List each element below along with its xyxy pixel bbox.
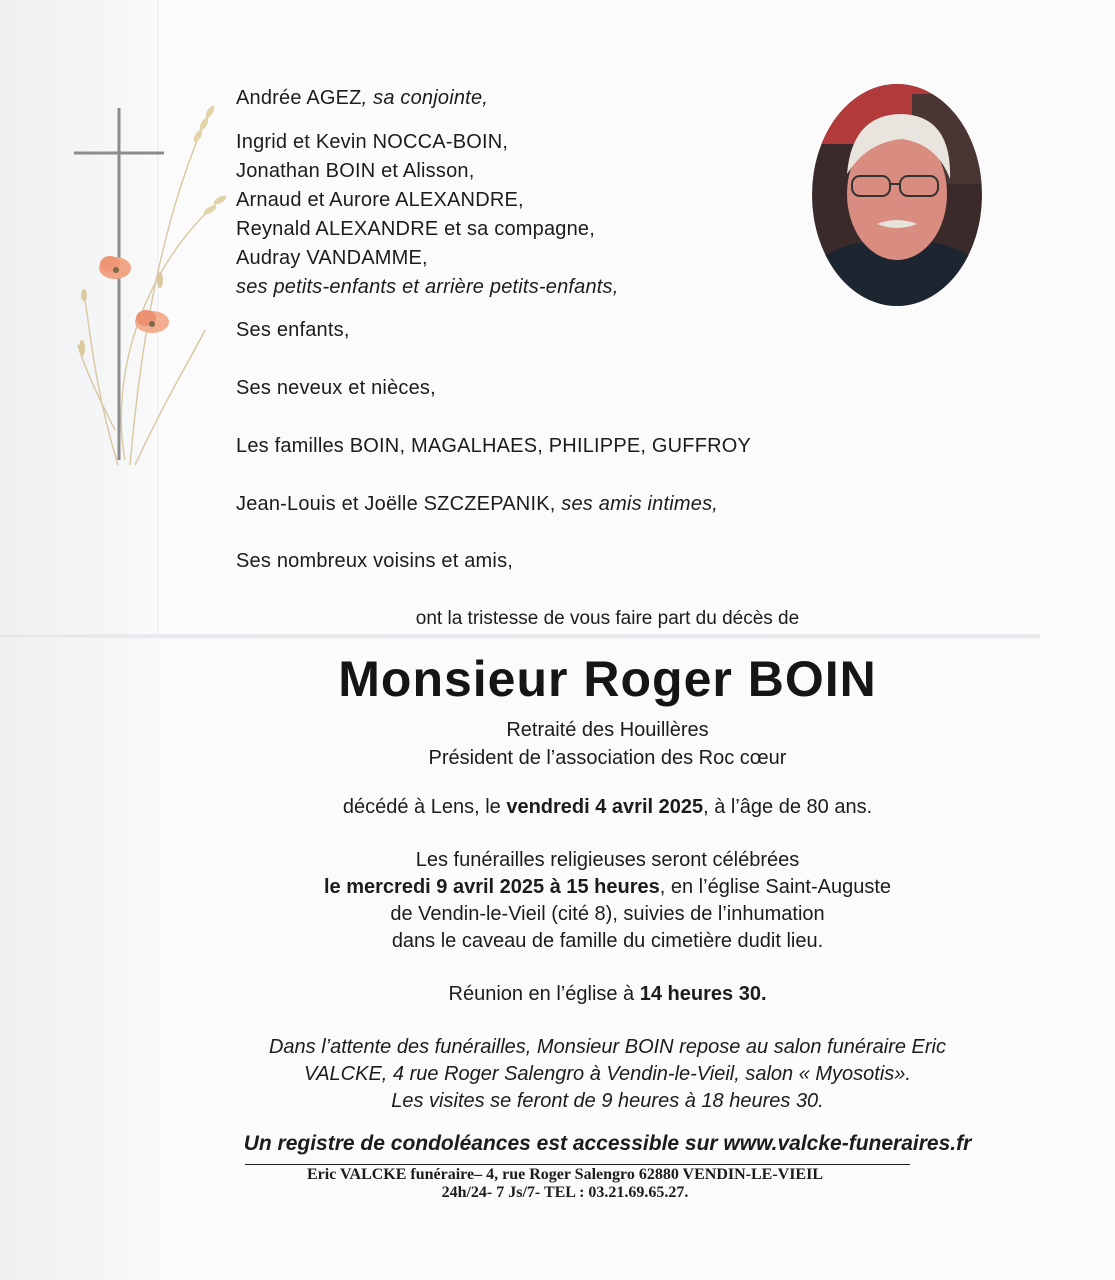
friends-names: Jean-Louis et Joëlle SZCZEPANIK, xyxy=(236,493,562,515)
nephews-text: Ses neveux et nièces, xyxy=(236,377,436,399)
children-text: Ses enfants, xyxy=(236,319,350,341)
footer-address: Eric VALCKE funéraire– 4, rue Roger Salengro 62880 VENDIN-LE-VIEIL xyxy=(306,1166,823,1183)
families-line xyxy=(236,432,751,461)
deceased-title-1: Retraité des Houillères xyxy=(506,719,709,741)
death-suffix: , à l’âge de 80 ans. xyxy=(703,796,873,818)
grandchildren-relation: ses petits-enfants et arrière petits-enfants, xyxy=(236,276,619,298)
portrait-photo xyxy=(812,84,982,306)
horizontal-fold-line xyxy=(0,634,1040,639)
friends-line xyxy=(236,490,718,519)
neighbors-line xyxy=(236,547,513,576)
neighbors-text: Ses nombreux voisins et amis, xyxy=(236,550,514,572)
portrait-image xyxy=(812,84,982,306)
footer-divider xyxy=(245,1164,910,1165)
grandchild-line: Audray VANDAMME, xyxy=(236,247,428,269)
death-prefix: décédé à Lens, le xyxy=(342,796,507,818)
friends-relation: ses amis intimes, xyxy=(561,493,719,515)
meeting-time: 14 heures 30. xyxy=(639,983,767,1005)
rest-block xyxy=(200,1034,1015,1115)
meeting-line xyxy=(200,981,1015,1008)
wheat-stems-icon xyxy=(78,110,220,465)
funeral-line-1: Les funérailles religieuses seront célébrées xyxy=(415,849,800,871)
funeral-line-2 xyxy=(200,874,1015,901)
grandchildren-list xyxy=(236,128,619,302)
deceased-title-2: Président de l’association des Roc cœur xyxy=(428,747,787,769)
funeral-date: le mercredi 9 avril 2025 à 15 heures xyxy=(323,876,660,898)
families-text: Les familles BOIN, MAGALHAES, PHILIPPE, GUFFROY xyxy=(236,435,752,457)
deceased-name: Monsieur Roger BOIN xyxy=(338,651,877,707)
death-date: vendredi 4 avril 2025 xyxy=(506,796,704,818)
grandchild-line: Jonathan BOIN et Alisson, xyxy=(236,160,475,182)
nephews-line xyxy=(236,374,436,403)
rest-line-3: Les visites se feront de 9 heures à 18 heures 30. xyxy=(391,1090,824,1112)
grandchild-line: Reynald ALEXANDRE et sa compagne, xyxy=(236,218,596,240)
funeral-line-3: de Vendin-le-Vieil (cité 8), suivies de l’inhumation xyxy=(390,903,825,925)
footer-phone: 24h/24- 7 Js/7- TEL : 03.21.69.65.27. xyxy=(441,1184,689,1201)
condolence-register-link[interactable]: Un registre de condoléances est accessible sur www.valcke-funeraires.fr xyxy=(243,1132,972,1155)
meeting-prefix: Réunion en l’église à xyxy=(448,983,640,1005)
rest-line-1: Dans l’attente des funérailles, Monsieur BOIN repose au salon funéraire Eric xyxy=(268,1036,946,1058)
funeral-place: , en l’église Saint-Auguste xyxy=(659,876,892,898)
announcement-text: ont la tristesse de vous faire part du décès de xyxy=(415,608,800,629)
funeral-block xyxy=(200,847,1015,955)
spouse-line xyxy=(236,84,488,113)
cross-poppies-decoration xyxy=(70,100,230,470)
funeral-line-4: dans le caveau de famille du cimetière dudit lieu. xyxy=(391,930,824,952)
death-line xyxy=(200,794,1015,821)
children-line xyxy=(236,316,350,345)
spouse-relation: , sa conjointe, xyxy=(361,87,489,109)
grandchild-line: Ingrid et Kevin NOCCA-BOIN, xyxy=(236,131,509,153)
poppy-icon xyxy=(79,256,169,356)
spouse-name: Andrée AGEZ xyxy=(236,87,362,109)
rest-line-2: VALCKE, 4 rue Roger Salengro à Vendin-le-Vieil, salon « Myosotis». xyxy=(303,1063,911,1085)
cross-icon xyxy=(74,108,164,460)
grandchild-line: Arnaud et Aurore ALEXANDRE, xyxy=(236,189,524,211)
